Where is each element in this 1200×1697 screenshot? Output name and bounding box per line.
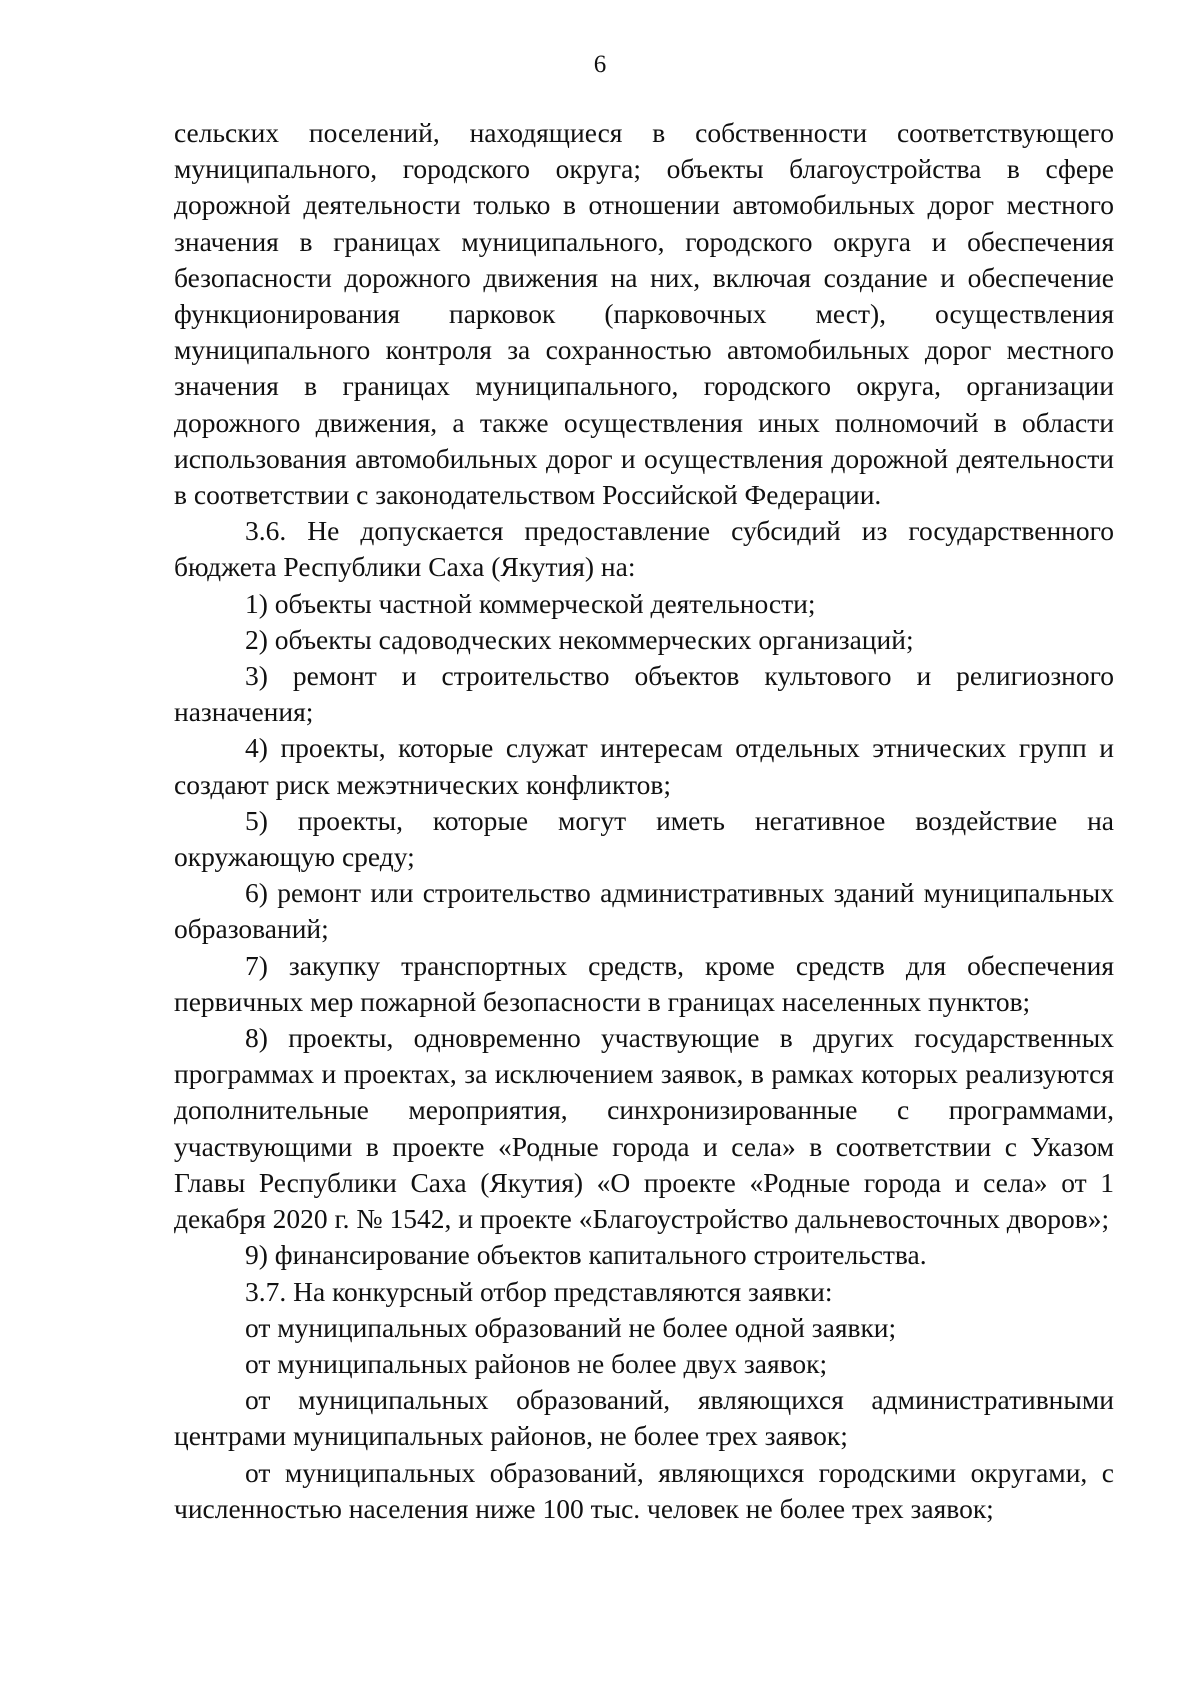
list-item-6: 6) ремонт или строительство административных зданий муниципальных образований; bbox=[174, 877, 1114, 945]
paragraph-clause-3-6: 3.6. Не допускается предоставление субсидий из государственного бюджета Республики Саха (Якутия) на: bbox=[174, 515, 1114, 583]
list-item-2: 2) объекты садоводческих некоммерческих организаций; bbox=[245, 623, 914, 655]
list-item-1: 1) объекты частной коммерческой деятельности; bbox=[245, 587, 816, 619]
paragraph-continuation: сельских поселений, находящиеся в собственности соответствующего муниципального, городского округа; объекты благоустройства в сфере дорожной деятельности только в отношении автомобильных дорог местного значения в границах муниципального, городского округа и обеспечения безопасности дорожного движения на них, включая создание и обеспечение функционирования парковок (парковочных мест), осуществления муниципального контроля за сохранностью автомобильных дорог местного значения в границах муниципального, городского округа, организации дорожного движения, а также осуществления иных полномочий в области использования автомобильных дорог и осуществления дорожной деятельности в соответствии с законодательством Российской Федерации. bbox=[174, 117, 1114, 511]
limit-municipal: от муниципальных образований не более одной заявки; bbox=[245, 1311, 897, 1343]
limit-urban-okrugs: от муниципальных образований, являющихся городскими округами, с численностью населения ниже 100 тыс. человек не более трех заявок; bbox=[174, 1456, 1114, 1524]
list-item-7: 7) закупку транспортных средств, кроме средств для обеспечения первичных мер пожарной безопасности в границах населенных пунктов; bbox=[174, 949, 1114, 1017]
list-item-9: 9) финансирование объектов капитального строительства. bbox=[245, 1239, 927, 1271]
limit-districts: от муниципальных районов не более двух заявок; bbox=[245, 1347, 828, 1379]
paragraph-clause-3-7: 3.7. На конкурсный отбор представляются заявки: bbox=[245, 1275, 833, 1307]
page-number: 6 bbox=[593, 51, 607, 78]
list-item-8: 8) проекты, одновременно участвующие в других государственных программах и проектах, за исключением заявок, в рамках которых реализуются дополнительные мероприятия, синхронизированные с программами, участвующими в проекте «Родные города и села» в соответствии с Указом Главы Республики Саха (Якутия) «О проекте «Родные города и села» от 1 декабря 2020 г. № 1542, и проекте «Благоустройство дальневосточных дворов»; bbox=[174, 1022, 1114, 1235]
list-item-4: 4) проекты, которые служат интересам отдельных этнических групп и создают риск межэтнических конфликтов; bbox=[174, 732, 1114, 800]
document-body bbox=[174, 115, 1114, 1527]
list-item-3: 3) ремонт и строительство объектов культового и религиозного назначения; bbox=[174, 660, 1114, 728]
list-item-5: 5) проекты, которые могут иметь негативное воздействие на окружающую среду; bbox=[174, 804, 1114, 873]
limit-admin-centers: от муниципальных образований, являющихся административными центрами муниципальных районов, не более трех заявок; bbox=[174, 1384, 1114, 1452]
